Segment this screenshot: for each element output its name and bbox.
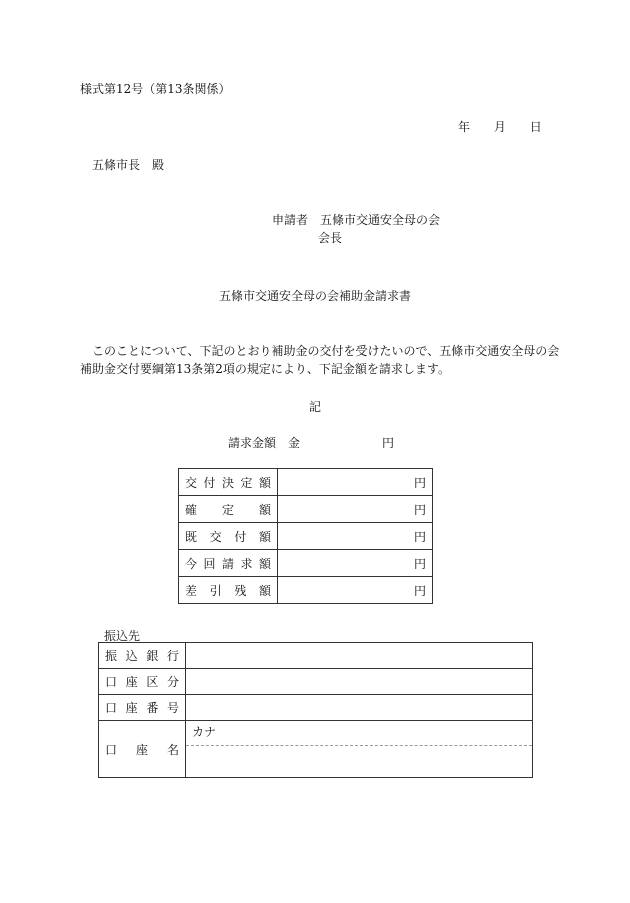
yen-unit: 円 bbox=[413, 475, 426, 490]
amount-row bbox=[179, 469, 433, 496]
amount-value-cell[interactable] bbox=[278, 550, 433, 577]
label-char: 号 bbox=[166, 701, 179, 715]
label-char: 回 bbox=[203, 556, 216, 571]
label-char: 決 bbox=[221, 475, 234, 490]
addressee: 五條市長 殿 bbox=[92, 158, 165, 172]
form-number: 様式第12号（第13条関係） bbox=[80, 82, 231, 96]
label-char: 番 bbox=[146, 701, 159, 715]
label-char: 銀 bbox=[146, 649, 159, 663]
bank-table bbox=[98, 642, 533, 778]
bank-row-label bbox=[99, 695, 186, 721]
yen-unit: 円 bbox=[413, 583, 426, 598]
amount-row bbox=[179, 523, 433, 550]
amount-row-label bbox=[179, 577, 278, 604]
bank-row-label bbox=[99, 721, 186, 778]
date-month: 月 bbox=[493, 120, 506, 134]
label-char: 口 bbox=[105, 675, 118, 689]
label-char: 額 bbox=[258, 556, 271, 571]
bank-value-cell[interactable] bbox=[186, 669, 533, 695]
label-char: 定 bbox=[221, 502, 234, 517]
label-char: 求 bbox=[240, 556, 253, 571]
label-char: 付 bbox=[234, 529, 247, 544]
date-day: 日 bbox=[529, 120, 542, 134]
amount-row bbox=[179, 550, 433, 577]
bank-row bbox=[99, 669, 533, 695]
amount-value-cell[interactable] bbox=[278, 577, 433, 604]
amount-row-label bbox=[179, 523, 278, 550]
request-amount-label: 請求金額 bbox=[228, 436, 277, 450]
request-amount bbox=[228, 434, 394, 451]
label-char: 口 bbox=[105, 701, 118, 715]
label-char: 既 bbox=[185, 529, 198, 544]
amount-value-cell[interactable] bbox=[278, 523, 433, 550]
label-char: 座 bbox=[135, 742, 148, 757]
label-char: 額 bbox=[258, 529, 271, 544]
amount-row-label bbox=[179, 496, 278, 523]
bank-row bbox=[99, 695, 533, 721]
label-char: 請 bbox=[221, 556, 234, 571]
kana-label: カナ bbox=[192, 725, 217, 739]
amount-row bbox=[179, 577, 433, 604]
document-title: 五條市交通安全母の会補助金請求書 bbox=[218, 289, 411, 303]
label-char: 額 bbox=[258, 502, 271, 517]
label-char: 座 bbox=[125, 701, 138, 715]
label-char: 交 bbox=[185, 475, 198, 490]
applicant-block bbox=[272, 211, 440, 247]
bank-row bbox=[99, 643, 533, 669]
label-char: 区 bbox=[146, 675, 159, 689]
bank-row bbox=[99, 721, 533, 778]
amount-value-cell[interactable] bbox=[278, 496, 433, 523]
yen-unit: 円 bbox=[413, 502, 426, 517]
date-line bbox=[458, 118, 542, 135]
yen-unit: 円 bbox=[413, 529, 426, 544]
label-char: 残 bbox=[234, 583, 247, 598]
label-char: 込 bbox=[125, 649, 138, 663]
amount-value-cell[interactable] bbox=[278, 469, 433, 496]
amount-row-label bbox=[179, 469, 278, 496]
label-char: 分 bbox=[166, 675, 179, 689]
label-char: 口 bbox=[105, 742, 118, 757]
body-text: このことについて、下記のとおり補助金の交付を受けたいので、五條市交通安全母の会補助金交付要綱第13条第2項の規定により、下記金額を請求します。 bbox=[80, 344, 560, 376]
applicant-org: 五條市交通安全母の会 bbox=[320, 213, 441, 227]
bank-value-cell[interactable] bbox=[186, 695, 533, 721]
request-amount-kin: 金 bbox=[288, 436, 301, 450]
label-char: 額 bbox=[258, 583, 271, 598]
amount-row-label bbox=[179, 550, 278, 577]
bank-row-label bbox=[99, 669, 186, 695]
label-char: 名 bbox=[166, 742, 179, 757]
label-char: 行 bbox=[166, 649, 179, 663]
date-year: 年 bbox=[458, 120, 471, 134]
label-char: 振 bbox=[105, 649, 118, 663]
yen-unit: 円 bbox=[413, 556, 426, 571]
request-amount-yen: 円 bbox=[382, 436, 395, 450]
applicant-label: 申請者 bbox=[272, 213, 309, 227]
kana-divider bbox=[186, 745, 532, 746]
label-char: 交 bbox=[209, 529, 222, 544]
amount-table bbox=[178, 468, 433, 604]
bank-value-cell[interactable] bbox=[186, 721, 533, 778]
amount-row bbox=[179, 496, 433, 523]
label-char: 定 bbox=[240, 475, 253, 490]
transfer-label: 振込先 bbox=[104, 629, 141, 643]
bank-row-label bbox=[99, 643, 186, 669]
ki-heading: 記 bbox=[308, 400, 321, 414]
applicant-title: 会長 bbox=[318, 231, 343, 245]
label-char: 確 bbox=[185, 502, 198, 517]
bank-value-cell[interactable] bbox=[186, 643, 533, 669]
label-char: 座 bbox=[125, 675, 138, 689]
label-char: 額 bbox=[258, 475, 271, 490]
label-char: 引 bbox=[209, 583, 222, 598]
label-char: 付 bbox=[203, 475, 216, 490]
label-char: 今 bbox=[185, 556, 198, 571]
label-char: 差 bbox=[185, 583, 198, 598]
